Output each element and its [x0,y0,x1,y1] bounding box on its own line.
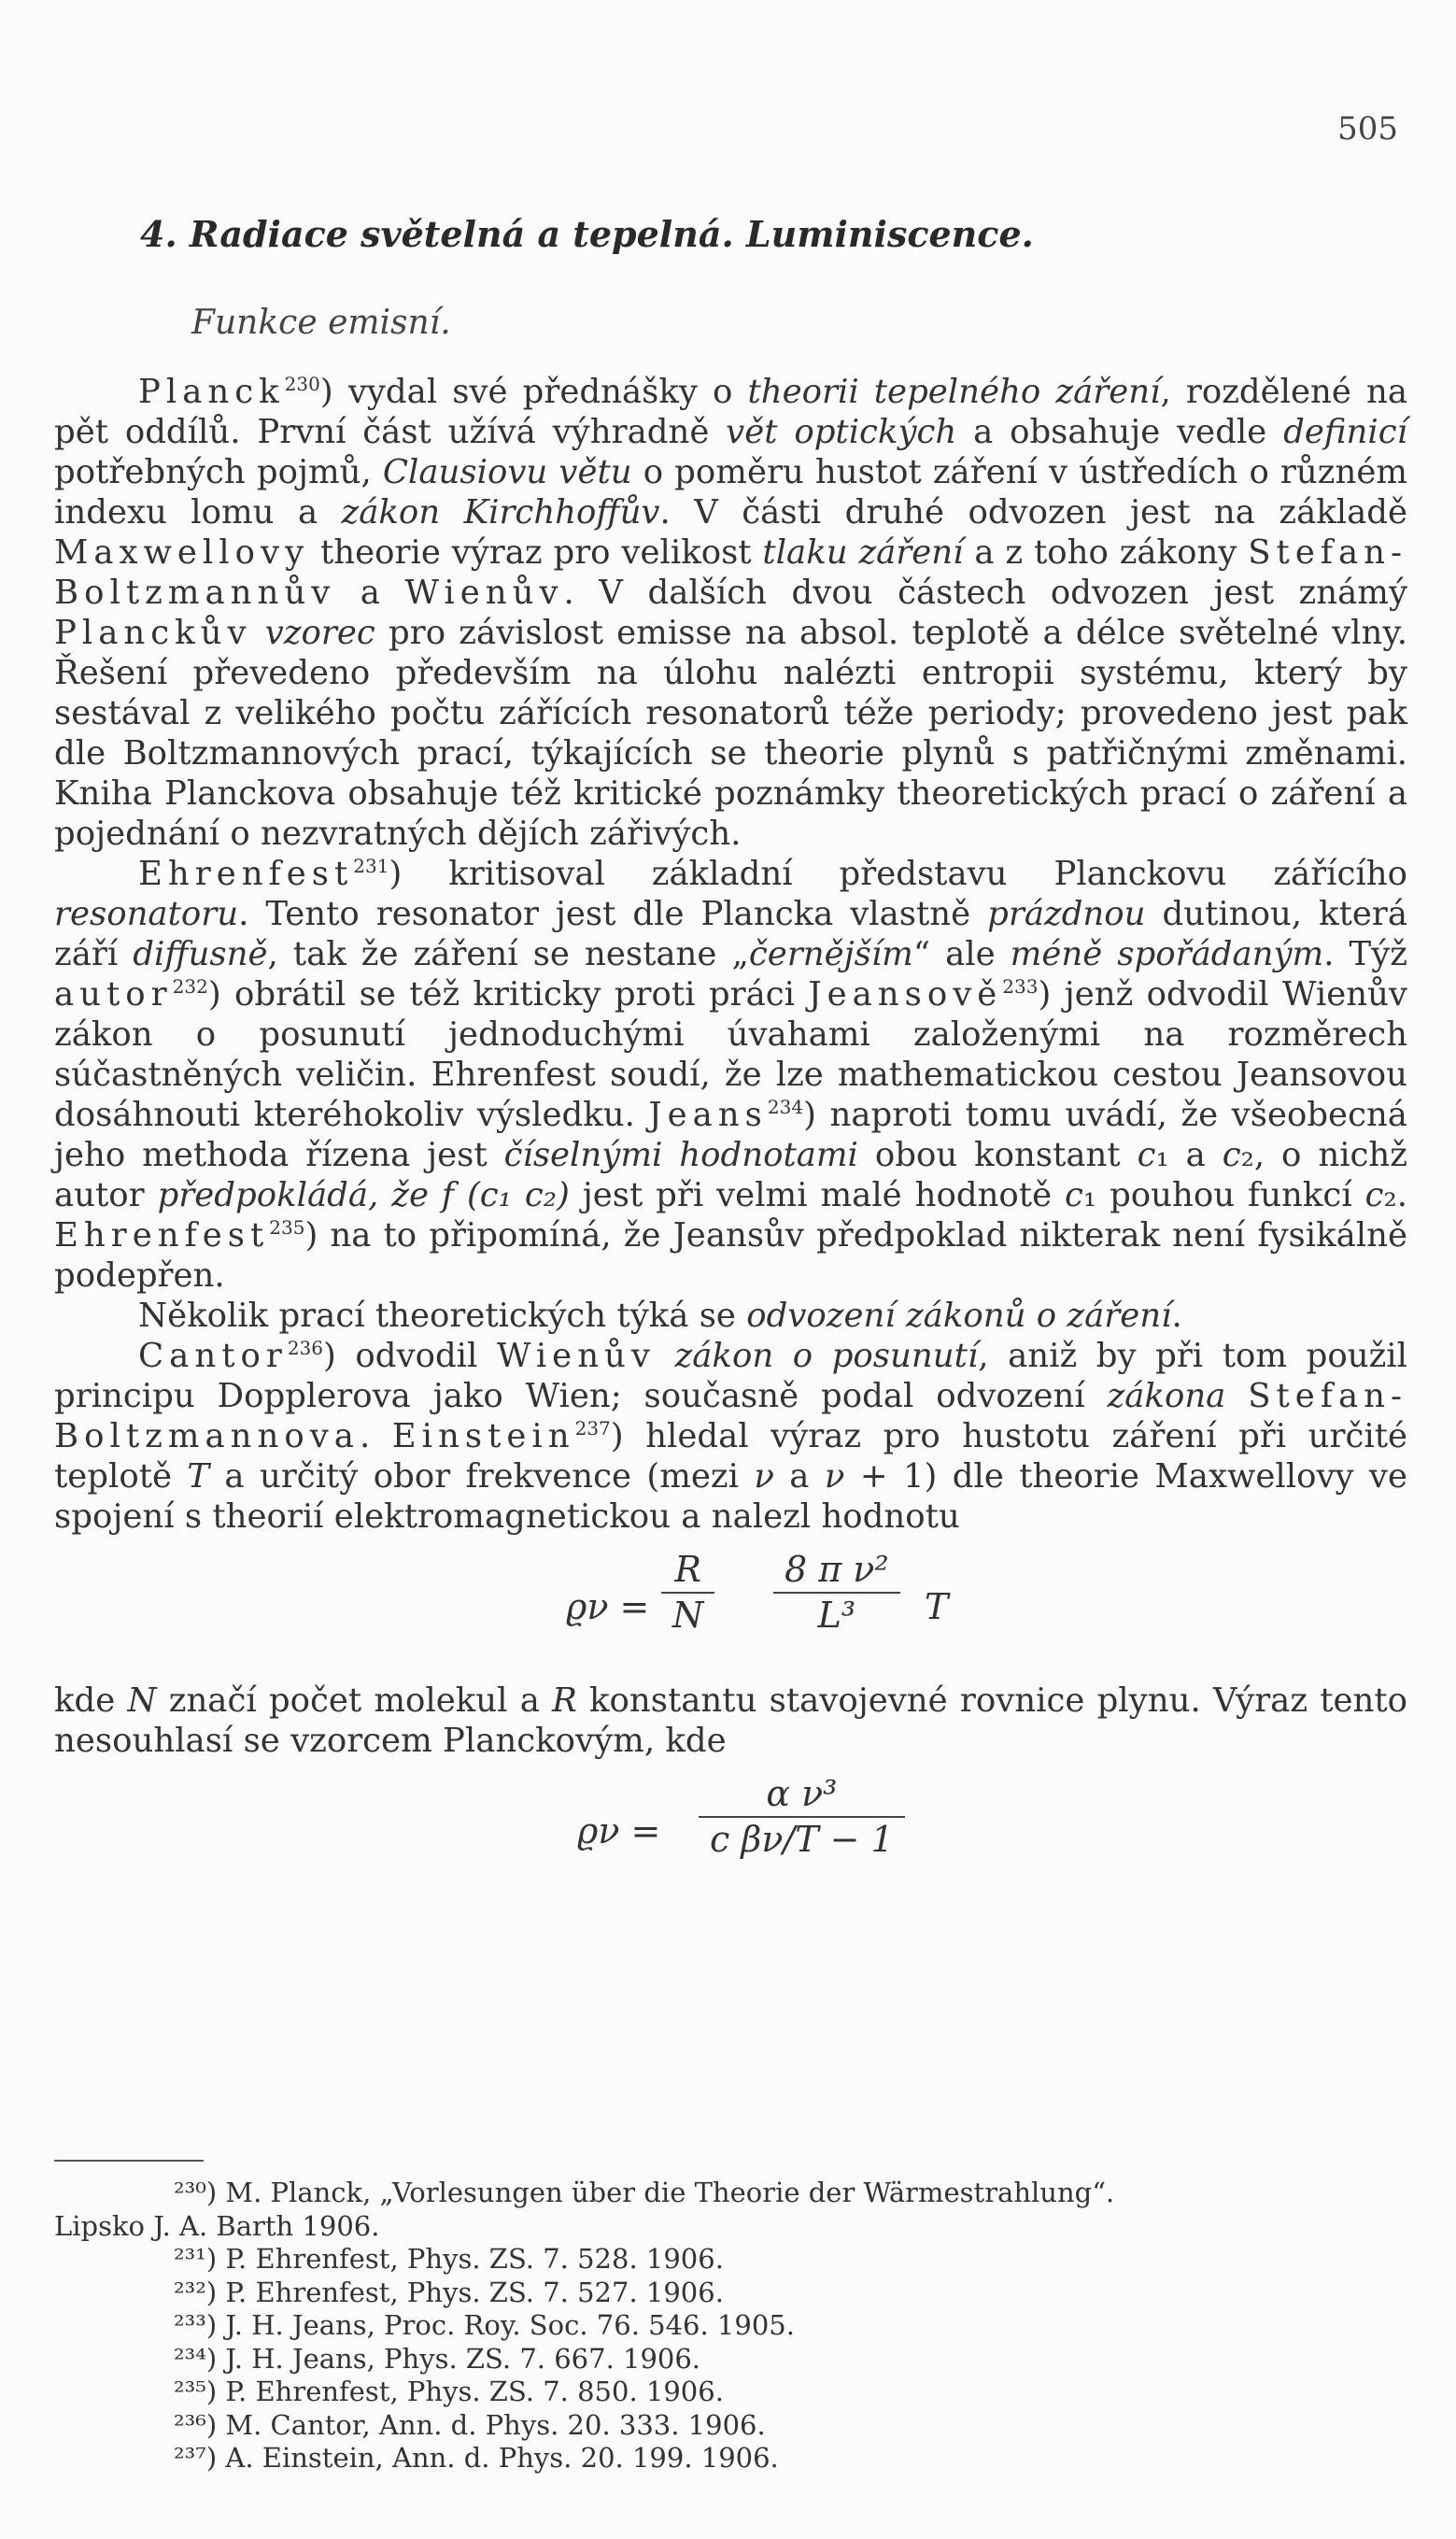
denominator: L³ [817,1595,856,1636]
footnote: ²³⁷) A. Einstein, Ann. d. Phys. 20. 199. 1906. [174,2442,779,2474]
paragraph: kde N značí počet molekul a R konstantu stavojevné rovnice plynu. Výraz tento nesouhlasí se vzorcem Planckovým, kde [54,1681,1408,1760]
formula-planck [54,1761,1407,1892]
fraction-bar [699,1816,905,1818]
footnote-continuation: Lipsko J. A. Barth 1906. [54,2209,380,2242]
paragraph: Planck$^{230}$) vydal své přednášky o theorii tepelného záření, rozdělené na pět oddílů. První část užívá výhradně vět optických a obsahuje vedle definicí potřebných pojmů, Clausiovu větu o poměru hustot záření v ústředích o různém indexu lomu a zákon Kirchhoffův. V části druhé odvozen jest na základě Maxwellovy theorie výraz pro velikost tlaku záření a z toho zákony Stefan-Boltzmannův a Wienův. V dalších dvou částech odvozen jest známý Planckův vzorec pro závislost emisse na absol. teplotě a délce světelné vlny. Řešení převedeno především na úlohu nalézti entropii systému, který by sestával z velikého počtu zářících resonatorů téže periody; provedeno jest pak dle Boltzmannových prací, týkajících se theorie plynů s patřičnými změnami. Kniha Planckova obsahuje též kritické poznámky theoretických prací o záření a pojednání o nezvratných dějích zářivých. [54,373,1408,853]
fraction-planck [773,1550,900,1636]
formula-lhs: ϱν = [566,1586,650,1627]
footnote: ²³⁴) J. H. Jeans, Phys. ZS. 7. 667. 1906. [174,2342,701,2375]
footnote: ²³⁶) M. Cantor, Ann. d. Phys. 20. 333. 1906. [174,2408,766,2441]
footnotes [54,2177,1400,2475]
section-heading: 4. Radiace světelná a tepelná. Luminiscence. [140,213,1034,255]
footnote-divider [54,2160,204,2162]
footnote: ²³²) P. Ehrenfest, Phys. ZS. 7. 527. 1906. [174,2276,724,2308]
body-text [54,372,1407,1892]
footnote: ²³⁵) P. Ehrenfest, Phys. ZS. 7. 850. 1906. [174,2376,724,2407]
fraction-bar [773,1592,900,1594]
formula-lhs: ϱν = [577,1810,661,1851]
footnote: ²³¹) P. Ehrenfest, Phys. ZS. 7. 528. 1906. [174,2243,724,2275]
numerator: α ν³ [766,1773,838,1814]
page-number: 505 [1337,110,1398,148]
paragraph: Ehrenfest$^{231}$) kritisoval základní představu Planckovu zářícího resonatoru. Tento resonator jest dle Plancka vlastně prázdnou dutinou, která září diffusně, tak že záření se nestane „černějším“ ale méně spořádaným. Týž autor$^{232}$) obrátil se též kriticky proti práci Jeansově$^{233}$) jenž odvodil Wienův zákon o posunutí jednoduchými úvahami založenými na rozměrech súčastněných veličin. Ehrenfest soudí, že lze mathematickou cestou Jeansovou dosáhnouti kteréhokoliv výsledku. Jeans$^{234}$) naproti tomu uvádí, že všeobecná jeho methoda řízena jest číselnými hodnotami obou konstant c₁ a c₂, o nichž autor předpokládá, že f (c₁ c₂) jest při velmi malé hodnotě c₁ pouhou funkcí c₂. Ehrenfest$^{235}$) na to připomíná, že Jeansův předpoklad nikterak není fysikálně podepřen. [54,855,1408,1295]
numerator: R [674,1549,701,1590]
denominator: c βν/T − 1 [710,1819,894,1860]
formula-rho [54,1540,1407,1681]
fraction-alpha [699,1774,905,1860]
footnote: ²³³) J. H. Jeans, Proc. Roy. Soc. 76. 546. 1905. [174,2309,795,2341]
paragraph: Cantor$^{236}$) odvodil Wienův zákon o posunutí, aniž by při tom použil principu Dopplerova jako Wien; současně podal odvození zákona Stefan-Boltzmannova. Einstein$^{237}$) hledal výraz pro hustotu záření při určité teplotě T a určitý obor frekvence (mezi ν a ν + 1) dle theorie Maxwellovy ve spojení s theorií elektromagnetickou a nalezl hodnotu [54,1337,1408,1536]
subheading: Funkce emisní. [191,304,451,342]
footnote: ²³⁰) M. Planck, „Vorlesungen über die Theorie der Wärmestrahlung“. [174,2177,1115,2208]
paragraph: Několik prací theoretických týká se odvození zákonů o záření. [138,1297,1182,1335]
denominator: N [672,1595,704,1636]
numerator: 8 π ν² [785,1549,889,1590]
fraction-r-n [661,1550,714,1636]
fraction-bar [661,1592,714,1594]
formula-tail: T [925,1586,949,1627]
